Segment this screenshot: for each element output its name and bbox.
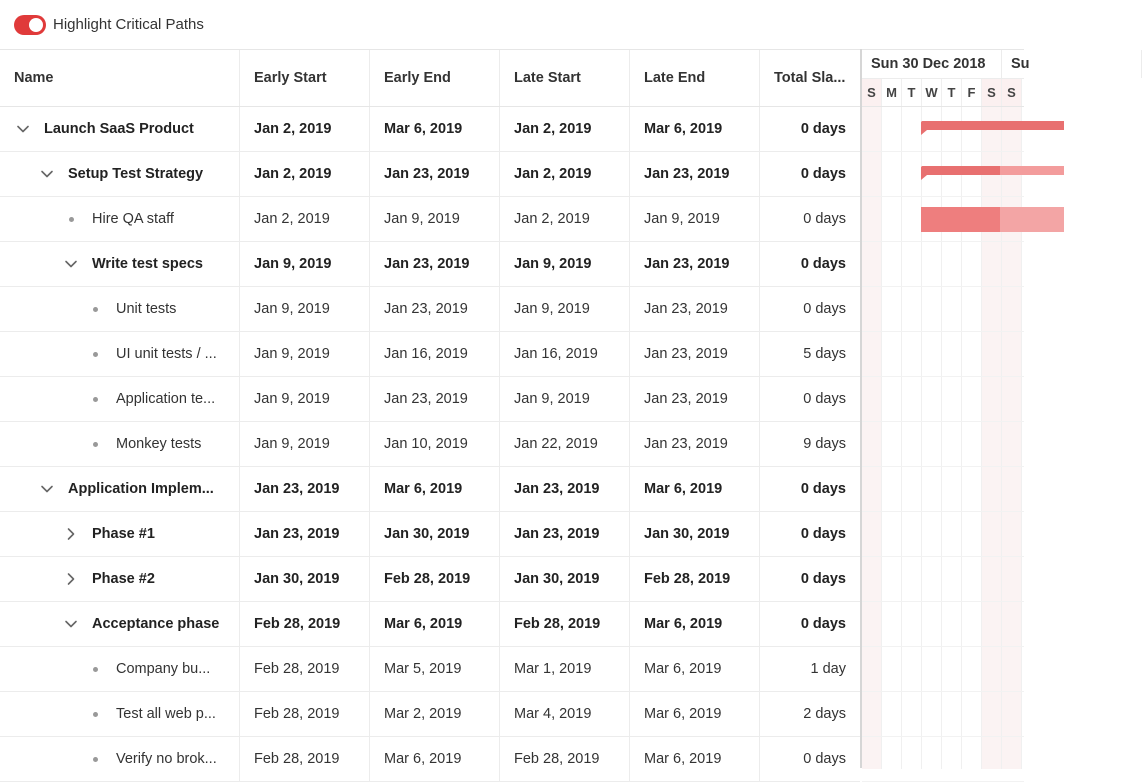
cell-late-end[interactable]: Feb 28, 2019 [630, 557, 760, 601]
cell-early-start[interactable]: Feb 28, 2019 [240, 602, 370, 646]
chevron-down-icon[interactable] [38, 480, 56, 498]
name-wrap [14, 255, 203, 273]
cell-name[interactable] [0, 422, 240, 466]
column-header-name[interactable]: Name [0, 50, 240, 106]
chevron-down-icon[interactable] [14, 120, 32, 138]
cell-late-end[interactable]: Jan 23, 2019 [630, 422, 760, 466]
cell-late-start[interactable]: Jan 16, 2019 [500, 332, 630, 376]
timeline-row-line [862, 466, 1024, 467]
cell-early-start[interactable]: Jan 23, 2019 [240, 467, 370, 511]
bullet-icon [86, 300, 104, 318]
cell-name[interactable] [0, 647, 240, 691]
cell-late-end[interactable]: Jan 23, 2019 [630, 152, 760, 196]
gantt-bar-progress [921, 121, 1064, 130]
timeline-row-line [862, 196, 1024, 197]
table-row[interactable] [0, 737, 860, 782]
cell-late-start[interactable]: Jan 30, 2019 [500, 557, 630, 601]
name-wrap [14, 615, 219, 633]
timeline-header [862, 50, 1030, 107]
cell-early-start[interactable]: Jan 9, 2019 [240, 422, 370, 466]
cell-total-slack[interactable]: 0 days [800, 526, 846, 542]
cell-name[interactable] [0, 152, 240, 196]
gantt-bar-progress [921, 207, 1000, 232]
bullet-icon [86, 390, 104, 408]
chevron-down-icon[interactable] [62, 615, 80, 633]
name-wrap [14, 390, 215, 408]
cell-early-start[interactable]: Jan 9, 2019 [240, 377, 370, 421]
cell-late-start[interactable]: Jan 9, 2019 [500, 377, 630, 421]
name-wrap [14, 480, 214, 498]
timeline-day-column [882, 107, 902, 769]
task-name: UI unit tests / ... [116, 346, 217, 362]
chevron-right-icon[interactable] [62, 525, 80, 543]
timeline-row-line [862, 376, 1024, 377]
table-row[interactable] [0, 377, 860, 422]
cell-early-end[interactable]: Mar 6, 2019 [370, 602, 500, 646]
cell-late-end[interactable]: Jan 23, 2019 [630, 377, 760, 421]
table-row[interactable] [0, 557, 860, 602]
gantt-summary-bar[interactable] [921, 121, 1064, 130]
cell-early-end[interactable]: Jan 23, 2019 [370, 242, 500, 286]
timeline-row-line [862, 241, 1024, 242]
cell-early-end[interactable]: Jan 30, 2019 [370, 512, 500, 556]
timeline-day-label: S [862, 79, 882, 106]
task-name: Application te... [116, 391, 216, 407]
column-header-early-start[interactable]: Early Start [240, 50, 370, 106]
name-wrap [14, 705, 216, 723]
timeline-row-line [862, 421, 1024, 422]
table-row[interactable] [0, 107, 860, 152]
name-wrap [14, 120, 194, 138]
cell-late-start[interactable]: Jan 22, 2019 [500, 422, 630, 466]
cell-early-start[interactable]: Jan 9, 2019 [240, 332, 370, 376]
chevron-right-icon[interactable] [62, 570, 80, 588]
toggle-knob [29, 18, 43, 32]
cell-name[interactable] [0, 332, 240, 376]
column-header-early-end[interactable]: Early End [370, 50, 500, 106]
task-name: Application Implem... [68, 481, 214, 497]
timeline-day-label: M [882, 79, 902, 106]
timeline-row-line [862, 736, 1024, 737]
name-wrap [14, 435, 201, 453]
timeline-day-column [902, 107, 922, 769]
cell-total-slack[interactable]: 0 days [800, 166, 846, 182]
grid-body [0, 107, 860, 782]
bullet-icon [86, 750, 104, 768]
task-name: Test all web p... [116, 706, 216, 722]
name-wrap [14, 165, 203, 183]
cell-early-end[interactable]: Jan 10, 2019 [370, 422, 500, 466]
cell-early-end[interactable]: Mar 6, 2019 [370, 467, 500, 511]
cell-total-slack[interactable]: 0 days [800, 571, 846, 587]
bullet-icon [86, 660, 104, 678]
cell-late-start[interactable]: Mar 1, 2019 [500, 647, 630, 691]
cell-early-start[interactable]: Jan 9, 2019 [240, 287, 370, 331]
chevron-down-icon[interactable] [62, 255, 80, 273]
timeline-day-label: T [902, 79, 922, 106]
task-name: Phase #1 [92, 526, 155, 542]
cell-early-end[interactable]: Jan 23, 2019 [370, 377, 500, 421]
cell-name[interactable] [0, 287, 240, 331]
cell-total-slack[interactable]: 1 day [810, 661, 846, 677]
cell-early-start[interactable]: Jan 9, 2019 [240, 242, 370, 286]
cell-late-start[interactable]: Feb 28, 2019 [500, 602, 630, 646]
timeline-body [862, 107, 1024, 769]
cell-late-start[interactable]: Jan 9, 2019 [500, 287, 630, 331]
cell-early-start[interactable]: Jan 30, 2019 [240, 557, 370, 601]
cell-late-start[interactable]: Mar 4, 2019 [500, 692, 630, 736]
cell-early-end[interactable]: Mar 2, 2019 [370, 692, 500, 736]
cell-late-end[interactable]: Jan 9, 2019 [630, 197, 760, 241]
table-row[interactable] [0, 332, 860, 377]
timeline-day-row [862, 79, 1024, 106]
timeline-row-line [862, 601, 1024, 602]
timeline-week-label: Su [1002, 50, 1142, 78]
cell-early-end[interactable]: Jan 23, 2019 [370, 287, 500, 331]
cell-early-start[interactable]: Feb 28, 2019 [240, 737, 370, 781]
cell-total-slack[interactable]: 0 days [800, 121, 846, 137]
task-grid [0, 49, 860, 768]
table-row[interactable] [0, 422, 860, 467]
cell-late-start[interactable]: Jan 23, 2019 [500, 512, 630, 556]
cell-late-end[interactable]: Jan 23, 2019 [630, 242, 760, 286]
timeline-week-row [862, 50, 1030, 79]
bullet-icon [86, 435, 104, 453]
cell-total-slack[interactable]: 0 days [803, 301, 846, 317]
task-name: Phase #2 [92, 571, 155, 587]
cell-early-end[interactable]: Jan 9, 2019 [370, 197, 500, 241]
task-name: Setup Test Strategy [68, 166, 204, 182]
timeline-row-line [862, 691, 1024, 692]
table-row[interactable] [0, 647, 860, 692]
task-name: Unit tests [116, 301, 177, 317]
table-row[interactable] [0, 467, 860, 512]
toolbar [0, 0, 1024, 49]
name-wrap [14, 345, 217, 363]
task-name: Monkey tests [116, 436, 202, 452]
timeline-day-label: S [1002, 79, 1022, 106]
cell-early-end[interactable]: Mar 6, 2019 [370, 737, 500, 781]
timeline-row-line [862, 151, 1024, 152]
timeline-week-label: Sun 30 Dec 2018 [862, 50, 1002, 78]
cell-late-end[interactable]: Mar 6, 2019 [630, 467, 760, 511]
cell-total-slack[interactable]: 0 days [800, 481, 846, 497]
cell-name[interactable] [0, 377, 240, 421]
cell-late-end[interactable]: Mar 6, 2019 [630, 602, 760, 646]
table-row[interactable] [0, 287, 860, 332]
timeline-row-line [862, 331, 1024, 332]
cell-total-slack[interactable]: 0 days [800, 616, 846, 632]
cell-late-start[interactable]: Jan 2, 2019 [500, 197, 630, 241]
cell-early-end[interactable]: Mar 5, 2019 [370, 647, 500, 691]
name-wrap [14, 300, 176, 318]
timeline-row-line [862, 556, 1024, 557]
cell-total-slack[interactable]: 0 days [800, 256, 846, 272]
cell-total-slack[interactable]: 5 days [803, 346, 846, 362]
timeline-row-line [862, 511, 1024, 512]
cell-late-end[interactable]: Jan 30, 2019 [630, 512, 760, 556]
cell-early-end[interactable]: Jan 16, 2019 [370, 332, 500, 376]
name-wrap [14, 750, 217, 768]
task-name: Acceptance phase [92, 616, 220, 632]
cell-early-start[interactable]: Jan 2, 2019 [240, 152, 370, 196]
cell-late-start[interactable]: Jan 23, 2019 [500, 467, 630, 511]
timeline-day-label: S [982, 79, 1002, 106]
cell-late-start[interactable]: Jan 9, 2019 [500, 242, 630, 286]
cell-late-end[interactable]: Mar 6, 2019 [630, 107, 760, 151]
cell-total-slack[interactable]: 9 days [803, 436, 846, 452]
cell-early-start[interactable]: Jan 2, 2019 [240, 107, 370, 151]
table-row[interactable] [0, 152, 860, 197]
task-name: Company bu... [116, 661, 211, 677]
name-wrap [14, 660, 210, 678]
cell-early-end[interactable]: Mar 6, 2019 [370, 107, 500, 151]
gantt-timeline [862, 49, 1030, 768]
timeline-row-line [862, 286, 1024, 287]
grid-header [0, 50, 860, 107]
cell-name[interactable] [0, 737, 240, 781]
task-name: Verify no brok... [116, 751, 217, 767]
cell-late-start[interactable]: Jan 2, 2019 [500, 152, 630, 196]
table-row[interactable] [0, 242, 860, 287]
cell-late-start[interactable]: Jan 2, 2019 [500, 107, 630, 151]
timeline-day-column [862, 107, 882, 769]
chevron-down-icon[interactable] [38, 165, 56, 183]
highlight-critical-paths-toggle[interactable] [14, 15, 46, 35]
timeline-row-line [862, 646, 1024, 647]
cell-early-start[interactable]: Feb 28, 2019 [240, 647, 370, 691]
timeline-day-label: F [962, 79, 982, 106]
cell-late-start[interactable]: Feb 28, 2019 [500, 737, 630, 781]
gantt-task-bar[interactable] [921, 207, 1064, 232]
cell-name[interactable] [0, 467, 240, 511]
cell-late-end[interactable]: Jan 23, 2019 [630, 332, 760, 376]
highlight-critical-paths-label: Highlight Critical Paths [53, 16, 204, 33]
cell-name[interactable] [0, 557, 240, 601]
bullet-icon [86, 345, 104, 363]
bullet-icon [86, 705, 104, 723]
column-header-late-end[interactable]: Late End [630, 50, 760, 106]
task-name: Hire QA staff [92, 211, 174, 227]
timeline-day-label: T [942, 79, 962, 106]
column-header-late-start[interactable]: Late Start [500, 50, 630, 106]
cell-total-slack[interactable]: 2 days [803, 706, 846, 722]
cell-early-end[interactable]: Feb 28, 2019 [370, 557, 500, 601]
cell-name[interactable] [0, 512, 240, 556]
bullet-icon [62, 210, 80, 228]
name-wrap [14, 570, 155, 588]
cell-late-end[interactable]: Mar 6, 2019 [630, 737, 760, 781]
cell-early-end[interactable]: Jan 23, 2019 [370, 152, 500, 196]
column-header-total-slack[interactable]: Total Sla... [774, 70, 846, 86]
cell-total-slack[interactable]: 0 days [803, 751, 846, 767]
cell-name[interactable] [0, 242, 240, 286]
cell-total-slack[interactable]: 0 days [803, 391, 846, 407]
task-name: Write test specs [92, 256, 203, 272]
table-row[interactable] [0, 512, 860, 557]
timeline-day-label: W [922, 79, 942, 106]
cell-total-slack[interactable]: 0 days [803, 211, 846, 227]
cell-early-start[interactable]: Feb 28, 2019 [240, 692, 370, 736]
name-wrap [14, 525, 155, 543]
gantt-summary-bar[interactable] [921, 166, 1064, 175]
cell-late-end[interactable]: Jan 23, 2019 [630, 287, 760, 331]
cell-late-end[interactable]: Mar 6, 2019 [630, 647, 760, 691]
cell-name[interactable] [0, 692, 240, 736]
name-wrap [14, 210, 174, 228]
table-row[interactable] [0, 602, 860, 647]
cell-early-start[interactable]: Jan 2, 2019 [240, 197, 370, 241]
cell-name[interactable] [0, 197, 240, 241]
task-name: Launch SaaS Product [44, 121, 194, 137]
cell-name[interactable] [0, 602, 240, 646]
cell-late-end[interactable]: Mar 6, 2019 [630, 692, 760, 736]
table-row[interactable] [0, 692, 860, 737]
cell-early-start[interactable]: Jan 23, 2019 [240, 512, 370, 556]
cell-name[interactable] [0, 107, 240, 151]
gantt-bar-progress [921, 166, 1000, 175]
table-row[interactable] [0, 197, 860, 242]
